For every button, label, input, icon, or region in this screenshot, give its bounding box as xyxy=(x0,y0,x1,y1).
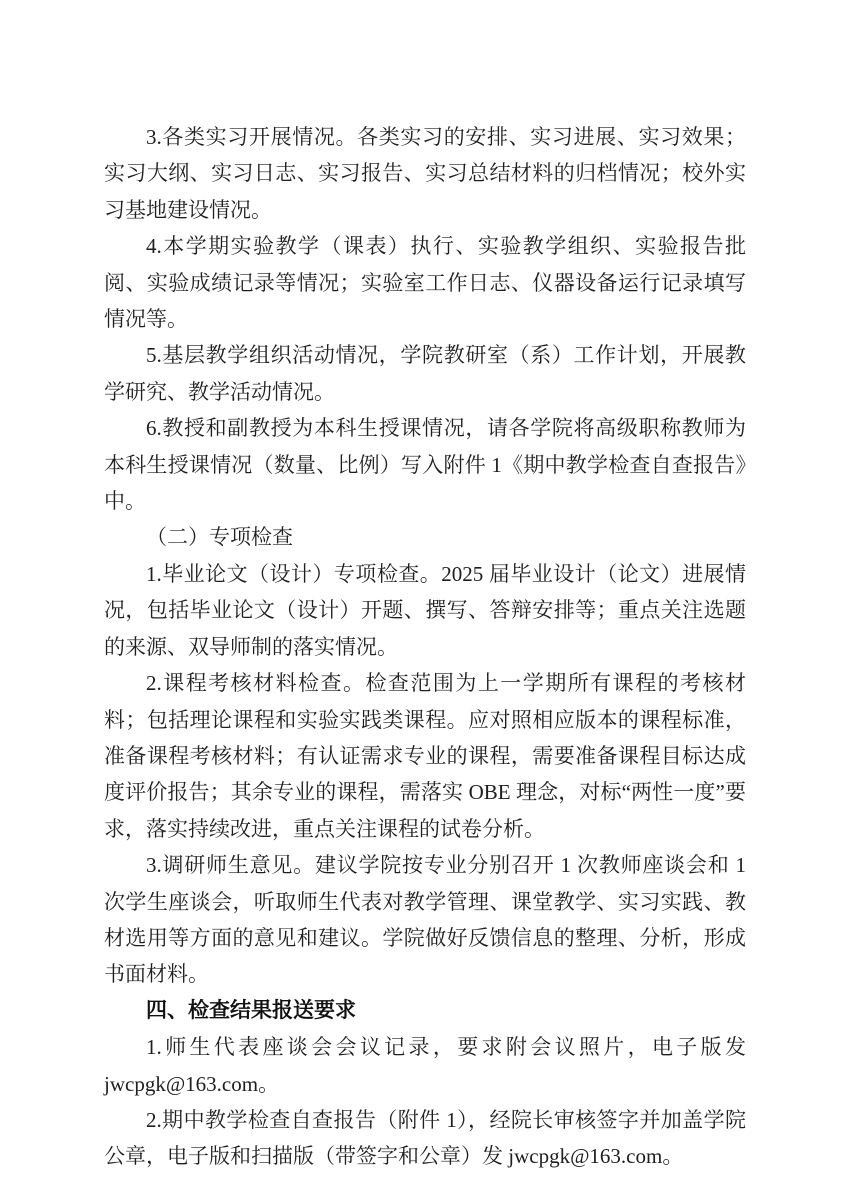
section-heading: 四、检查结果报送要求 xyxy=(146,998,356,1022)
body-paragraph: 1.毕业论文（设计）专项检查。2025 届毕业设计（论文）进展情况，包括毕业论文（设计）开题、撰写、答辩安排等；重点关注选题的来源、双导师制的落实情况。 xyxy=(104,561,746,659)
body-paragraph: 2.期中教学检查自查报告（附件 1），经院长审核签字并加盖学院公章，电子版和扫描版（带签字和公章）发 jwcpgk@163.com。 xyxy=(104,1107,746,1169)
body-paragraph: （二）专项检查 xyxy=(146,525,293,550)
body-paragraph: 1.师生代表座谈会会议记录，要求附会议照片，电子版发 jwcpgk@163.com。 xyxy=(104,1035,746,1096)
body-paragraph: 3.各类实习开展情况。各类实习的安排、实习进展、实习效果；实习大纲、实习日志、实习报告、实习总结材料的归档情况；校外实习基地建设情况。 xyxy=(104,125,746,222)
body-paragraph: 3.调研师生意见。建议学院按专业分别召开 1 次教师座谈会和 1 次学生座谈会，听取师生代表对教学管理、课堂教学、实习实践、教材选用等方面的意见和建议。学院做好反馈信息的整理、分析，形成书面材料。 xyxy=(104,853,746,987)
body-paragraph: 2.课程考核材料检查。检查范围为上一学期所有课程的考核材料；包括理论课程和实验实践类课程。应对照相应版本的课程标准，准备课程考核材料；有认证需求专业的课程，需要准备课程目标达成度评价报告；其余专业的课程，需落实 OBE 理念，对标“两性一度”要求，落实持续改进，重点关注课程的试卷分析。 xyxy=(104,671,746,841)
body-paragraph: 6.教授和副教授为本科生授课情况，请各学院将高级职称教师为本科生授课情况（数量、比例）写入附件 1《期中教学检查自查报告》中。 xyxy=(104,416,746,514)
document-body xyxy=(104,119,746,1175)
body-paragraph: 5.基层教学组织活动情况，学院教研室（系）工作计划，开展教学研究、教学活动情况。 xyxy=(104,343,746,404)
body-paragraph: 4.本学期实验教学（课表）执行、实验教学组织、实验报告批阅、实验成绩记录等情况；实验室工作日志、仪器设备运行记录填写情况等。 xyxy=(104,234,746,332)
